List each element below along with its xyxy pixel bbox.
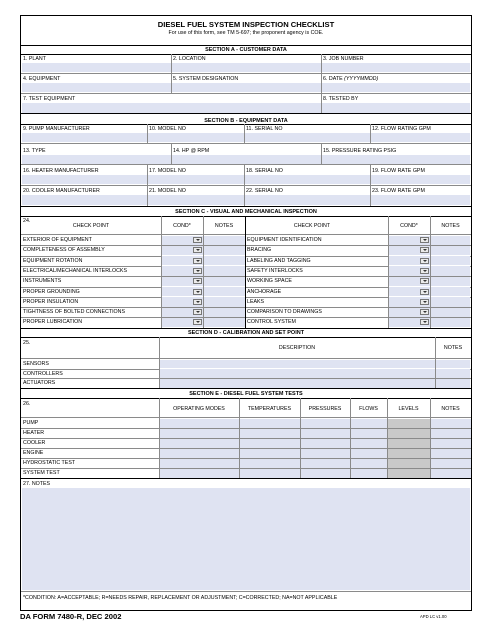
pressure-rating-label: 15. PRESSURE RATING PSIG xyxy=(323,148,397,154)
chevron-down-icon[interactable] xyxy=(420,289,429,295)
chevron-down-icon[interactable] xyxy=(193,247,202,253)
job-number-field[interactable] xyxy=(322,63,470,72)
notes-field-right[interactable] xyxy=(431,318,470,327)
cond-header-left: COND* xyxy=(173,223,191,229)
chevron-down-icon[interactable] xyxy=(420,247,429,253)
cooler-manufacturer-field[interactable] xyxy=(22,195,147,205)
form-number: DA FORM 7480-R, DEC 2002 xyxy=(20,612,122,621)
chevron-down-icon[interactable] xyxy=(193,299,202,305)
test-value-field[interactable] xyxy=(301,439,350,448)
model-no-17-field[interactable] xyxy=(148,175,244,184)
test-item: HYDROSTATIC TEST xyxy=(23,460,76,466)
test-item: ENGINE xyxy=(23,450,44,456)
test-item: COOLER xyxy=(23,440,46,446)
notes-field-left[interactable] xyxy=(204,256,245,265)
test-value-field xyxy=(388,429,430,438)
tested-by-label: 8. TESTED BY xyxy=(323,96,359,102)
notes-field-right[interactable] xyxy=(431,277,470,286)
date-format-hint: (YYYYMMDD) xyxy=(344,76,379,82)
cond-header-right: COND* xyxy=(400,223,418,229)
form-version: APD LC v1.00 xyxy=(420,614,447,619)
check-item-right: ANCHORAGE xyxy=(247,288,282,295)
chevron-down-icon[interactable] xyxy=(193,258,202,264)
flow-rate-19-field[interactable] xyxy=(371,175,470,184)
location-label: 2. LOCATION xyxy=(173,56,206,62)
chevron-down-icon[interactable] xyxy=(420,258,429,264)
description-header: DESCRIPTION xyxy=(278,345,316,351)
section-b-title: SECTION B - EQUIPMENT DATA xyxy=(204,118,288,124)
test-value-field xyxy=(388,459,430,468)
test-value-field[interactable] xyxy=(351,419,387,428)
chevron-down-icon[interactable] xyxy=(420,309,429,315)
notes-field-left[interactable] xyxy=(204,236,245,245)
hp-rpm-field[interactable] xyxy=(172,155,321,164)
serial-no-22-label: 22. SERIAL NO xyxy=(246,188,283,194)
calibration-item: CONTROLLERS xyxy=(23,370,63,377)
chevron-down-icon[interactable] xyxy=(193,278,202,284)
test-value-field[interactable] xyxy=(301,429,350,438)
test-equipment-label: 7. TEST EQUIPMENT xyxy=(23,96,76,102)
notes-field-left[interactable] xyxy=(204,297,245,306)
section-e-title: SECTION E - DIESEL FUEL SYSTEM TESTS xyxy=(189,391,303,397)
check-item-left: COMPLETENESS OF ASSEMBLY xyxy=(23,247,105,254)
test-column-header: LEVELS xyxy=(398,406,419,412)
check-item-left: EQUIPMENT ROTATION xyxy=(23,257,83,264)
test-value-field[interactable] xyxy=(301,459,350,468)
notes-field-right[interactable] xyxy=(431,297,470,306)
test-value-field[interactable] xyxy=(351,469,387,478)
check-item-right: SAFETY INTERLOCKS xyxy=(247,267,303,274)
test-value-field[interactable] xyxy=(431,449,471,458)
flow-rate-19-label: 19. FLOW RATE GPM xyxy=(372,168,425,174)
notes-field-right[interactable] xyxy=(431,308,470,317)
test-column-header: OPERATING MODES xyxy=(173,406,225,412)
test-value-field[interactable] xyxy=(160,439,239,448)
check-item-right: COMPARISON TO DRAWINGS xyxy=(247,309,322,316)
check-item-right: BRACING xyxy=(247,247,272,254)
test-value-field[interactable] xyxy=(240,439,300,448)
check-item-left: PROPER LUBRICATION xyxy=(23,319,83,326)
check-item-left: TIGHTNESS OF BOLTED CONNECTIONS xyxy=(23,309,126,316)
equipment-label: 4. EQUIPMENT xyxy=(23,76,61,82)
location-field[interactable] xyxy=(172,63,321,72)
test-column-header: PRESSURES xyxy=(308,406,342,412)
section-c-title: SECTION C - VISUAL AND MECHANICAL INSPECTION xyxy=(175,209,317,215)
system-designation-label: 5. SYSTEM DESIGNATION xyxy=(173,76,239,82)
pump-manufacturer-label: 9. PUMP MANUFACTURER xyxy=(23,126,90,132)
test-value-field[interactable] xyxy=(431,459,471,468)
chevron-down-icon[interactable] xyxy=(420,319,429,325)
form-subtitle: For use of this form, see TM 5-697; the proponent agency is COE. xyxy=(168,30,324,36)
model-no-10-field[interactable] xyxy=(148,133,244,142)
notes-label: 27. NOTES xyxy=(23,481,51,487)
cooler-manufacturer-label: 20. COOLER MANUFACTURER xyxy=(23,188,100,194)
notes-field-right[interactable] xyxy=(431,246,470,255)
test-equipment-field[interactable] xyxy=(22,103,321,113)
section-c-number: 24. xyxy=(23,218,31,224)
test-value-field[interactable] xyxy=(240,459,300,468)
job-number-label: 3. JOB NUMBER xyxy=(323,56,364,62)
test-value-field xyxy=(388,469,430,478)
notes-header-d: NOTES xyxy=(443,345,463,351)
section-a-title: SECTION A - CUSTOMER DATA xyxy=(205,47,287,53)
chevron-down-icon[interactable] xyxy=(193,289,202,295)
section-d-title: SECTION D - CALIBRATION AND SET POINT xyxy=(187,330,305,336)
check-item-right: LABELING AND TAGGING xyxy=(247,257,311,264)
equipment-field[interactable] xyxy=(22,83,171,92)
notes-field-left[interactable] xyxy=(204,266,245,275)
description-field[interactable] xyxy=(160,360,435,369)
test-item: PUMP xyxy=(23,420,39,426)
chevron-down-icon[interactable] xyxy=(420,278,429,284)
notes-field-left[interactable] xyxy=(204,277,245,286)
notes-field-d[interactable] xyxy=(436,369,470,378)
notes-field-left[interactable] xyxy=(204,246,245,255)
description-field[interactable] xyxy=(160,369,435,378)
notes-field-right[interactable] xyxy=(431,256,470,265)
chevron-down-icon[interactable] xyxy=(193,268,202,274)
notes-header-right: NOTES xyxy=(441,223,460,229)
chevron-down-icon[interactable] xyxy=(420,299,429,305)
test-value-field[interactable] xyxy=(301,469,350,478)
flow-rating-label: 12. FLOW RATING GPM xyxy=(372,126,431,132)
flow-rating-field[interactable] xyxy=(371,133,470,142)
heater-manufacturer-field[interactable] xyxy=(22,175,147,184)
condition-note: *CONDITION: A=ACCEPTABLE; R=NEEDS REPAIR, REPLACEMENT OR ADJUSTMENT; C=CORRECTED; NA=NOT APPLICABLE xyxy=(23,595,338,601)
notes-field-right[interactable] xyxy=(431,236,470,245)
chevron-down-icon[interactable] xyxy=(420,268,429,274)
pressure-rating-field[interactable] xyxy=(322,155,470,164)
check-item-right: CONTROL SYSTEM xyxy=(247,319,296,326)
date-field[interactable] xyxy=(322,83,470,92)
serial-no-18-field[interactable] xyxy=(245,175,370,184)
chevron-down-icon[interactable] xyxy=(193,309,202,315)
serial-no-18-label: 18. SERIAL NO xyxy=(246,168,283,174)
test-value-field xyxy=(388,419,430,428)
notes-field-left[interactable] xyxy=(204,287,245,296)
test-item: SYSTEM TEST xyxy=(23,470,60,476)
section-d-number: 25. xyxy=(23,340,31,346)
test-value-field[interactable] xyxy=(240,449,300,458)
heater-manufacturer-label: 16. HEATER MANUFACTURER xyxy=(23,168,99,174)
test-value-field[interactable] xyxy=(160,469,239,478)
test-value-field[interactable] xyxy=(301,449,350,458)
check-item-right: WORKING SPACE xyxy=(247,278,292,285)
test-value-field[interactable] xyxy=(240,469,300,478)
date-label: 6. DATE (YYYYMMDD) xyxy=(323,76,379,82)
check-item-left: ELECTRICAL/MECHANICAL INTERLOCKS xyxy=(23,267,127,274)
chevron-down-icon[interactable] xyxy=(193,237,202,243)
check-item-right: EQUIPMENT IDENTIFICATION xyxy=(247,237,322,243)
test-item: HEATER xyxy=(23,430,45,436)
serial-no-11-field[interactable] xyxy=(245,133,370,142)
test-value-field[interactable] xyxy=(160,459,239,468)
check-item-left: EXTERIOR OF EQUIPMENT xyxy=(23,237,92,243)
test-value-field[interactable] xyxy=(240,429,300,438)
test-value-field[interactable] xyxy=(431,419,471,428)
test-value-field[interactable] xyxy=(431,439,471,448)
type-field[interactable] xyxy=(22,155,171,164)
notes-field-d[interactable] xyxy=(436,360,470,369)
section-e-number: 26. xyxy=(23,401,31,407)
notes-field[interactable] xyxy=(22,488,470,590)
serial-no-22-field[interactable] xyxy=(245,195,370,205)
flow-rate-23-field[interactable] xyxy=(371,195,470,205)
calibration-item: SENSORS xyxy=(23,361,49,367)
notes-field-left[interactable] xyxy=(204,318,245,327)
model-no-10-label: 10. MODEL NO xyxy=(149,126,186,132)
test-column-header: FLOWS xyxy=(359,406,378,412)
check-item-left: INSTRUMENTS xyxy=(23,278,62,285)
check-item-right: LEAKS xyxy=(247,298,265,305)
test-value-field[interactable] xyxy=(351,439,387,448)
test-value-field xyxy=(388,449,430,458)
test-value-field[interactable] xyxy=(351,459,387,468)
check-point-header-left: CHECK POINT xyxy=(72,223,110,229)
test-value-field[interactable] xyxy=(431,429,471,438)
test-value-field[interactable] xyxy=(351,449,387,458)
plant-label: 1. PLANT xyxy=(23,56,46,62)
description-field[interactable] xyxy=(160,379,435,388)
notes-field-right[interactable] xyxy=(431,266,470,275)
model-no-21-field[interactable] xyxy=(148,195,244,205)
form-title: DIESEL FUEL SYSTEM INSPECTION CHECKLIST xyxy=(157,20,335,29)
check-point-header-right: CHECK POINT xyxy=(293,223,331,229)
calibration-item: ACTUATORS xyxy=(23,380,56,387)
plant-field[interactable] xyxy=(22,63,171,72)
type-label: 13. TYPE xyxy=(23,148,46,154)
test-column-header: NOTES xyxy=(441,406,460,412)
test-column-header: TEMPERATURES xyxy=(247,406,292,412)
test-value-field[interactable] xyxy=(160,449,239,458)
model-no-17-label: 17. MODEL NO xyxy=(149,168,186,174)
flow-rate-23-label: 23. FLOW RATE GPM xyxy=(372,188,425,194)
check-item-left: PROPER INSULATION xyxy=(23,298,79,305)
tested-by-field[interactable] xyxy=(322,103,470,113)
notes-field-d[interactable] xyxy=(436,379,470,388)
notes-field-left[interactable] xyxy=(204,308,245,317)
system-designation-field[interactable] xyxy=(172,83,321,92)
pump-manufacturer-field[interactable] xyxy=(22,133,147,142)
serial-no-11-label: 11. SERIAL NO xyxy=(246,126,283,132)
hp-rpm-label: 14. HP @ RPM xyxy=(173,148,210,154)
inspection-form xyxy=(20,15,472,611)
test-value-field[interactable] xyxy=(240,419,300,428)
model-no-21-label: 21. MODEL NO xyxy=(149,188,186,194)
test-value-field[interactable] xyxy=(351,429,387,438)
test-value-field[interactable] xyxy=(431,469,471,478)
check-item-left: PROPER GROUNDING xyxy=(23,288,80,295)
notes-header-left: NOTES xyxy=(214,223,234,229)
test-value-field[interactable] xyxy=(160,429,239,438)
test-value-field xyxy=(388,439,430,448)
notes-field-right[interactable] xyxy=(431,287,470,296)
test-value-field[interactable] xyxy=(160,419,239,428)
chevron-down-icon[interactable] xyxy=(420,237,429,243)
chevron-down-icon[interactable] xyxy=(193,319,202,325)
test-value-field[interactable] xyxy=(301,419,350,428)
